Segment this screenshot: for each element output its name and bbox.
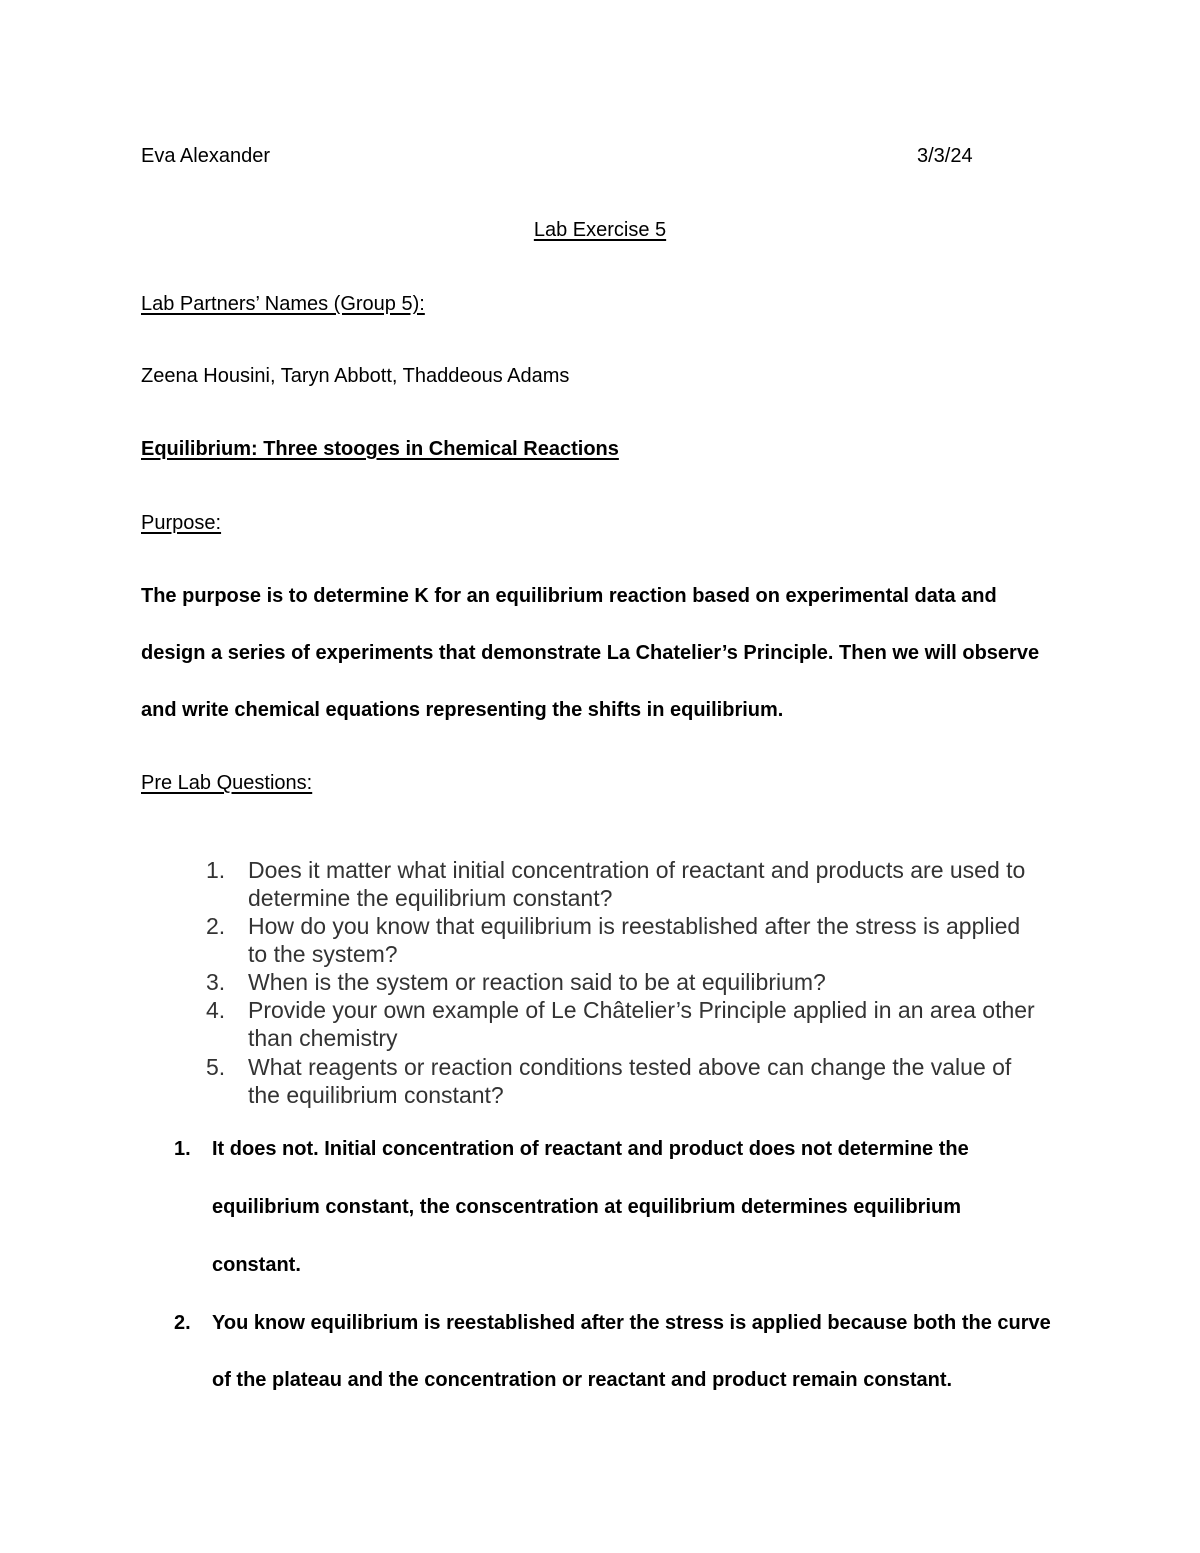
answer-line [174,1137,969,1161]
answer-number: 2. [174,1312,191,1334]
prelab-question [206,856,1025,912]
question-text [248,968,826,996]
purpose-line: and write chemical equations representing the shifts in equilibrium. [141,699,784,721]
question-text [248,856,1025,912]
answer-text: It does not. Initial concentration of reactant and product does not determine the [212,1138,969,1160]
answer-line: constant. [212,1254,301,1276]
document-date: 3/3/24 [917,145,973,167]
prelab-heading: Pre Lab Questions: [141,772,313,794]
prelab-question [206,1053,1011,1109]
question-line: determine the equilibrium constant? [248,885,613,911]
answer-line [174,1311,1051,1335]
question-line: the equilibrium constant? [248,1082,504,1108]
purpose-line: The purpose is to determine K for an equilibrium reaction based on experimental data and [141,585,997,607]
question-text [248,1053,1011,1109]
question-text [248,912,1020,968]
question-number: 3. [206,969,226,995]
partners-names: Zeena Housini, Taryn Abbott, Thaddeous Adams [141,365,570,387]
question-text [248,996,1035,1052]
question-line: What reagents or reaction conditions tested above can change the value of [248,1054,1012,1080]
question-line: to the system? [248,941,398,967]
question-line: How do you know that equilibrium is reestablished after the stress is applied [248,913,1021,939]
prelab-question [206,912,1020,968]
purpose-line: design a series of experiments that demonstrate La Chatelier’s Principle. Then we will observe [141,642,1040,664]
question-line: than chemistry [248,1025,398,1051]
document-title: Lab Exercise 5 [533,219,667,241]
question-line: Provide your own example of Le Châtelier’s Principle applied in an area other [248,997,1035,1023]
experiment-title: Equilibrium: Three stooges in Chemical Reactions [141,438,619,460]
question-line: Does it matter what initial concentration of reactant and products are used to [248,857,1026,883]
answer-line: of the plateau and the concentration or reactant and product remain constant. [212,1369,953,1391]
answer-text: You know equilibrium is reestablished after the stress is applied because both the curve [212,1312,1051,1334]
answer-number: 1. [174,1138,191,1160]
partners-heading: Lab Partners’ Names (Group 5): [141,293,425,315]
prelab-question [206,996,1035,1052]
purpose-heading: Purpose: [141,512,222,534]
question-number: 5. [206,1054,226,1080]
question-line: When is the system or reaction said to be at equilibrium? [248,969,826,995]
question-number: 4. [206,997,226,1023]
question-number: 1. [206,857,226,883]
author-name: Eva Alexander [141,145,270,167]
answer-line: equilibrium constant, the conscentration at equilibrium determines equilibrium [212,1196,961,1218]
question-number: 2. [206,913,226,939]
prelab-question [206,968,826,996]
